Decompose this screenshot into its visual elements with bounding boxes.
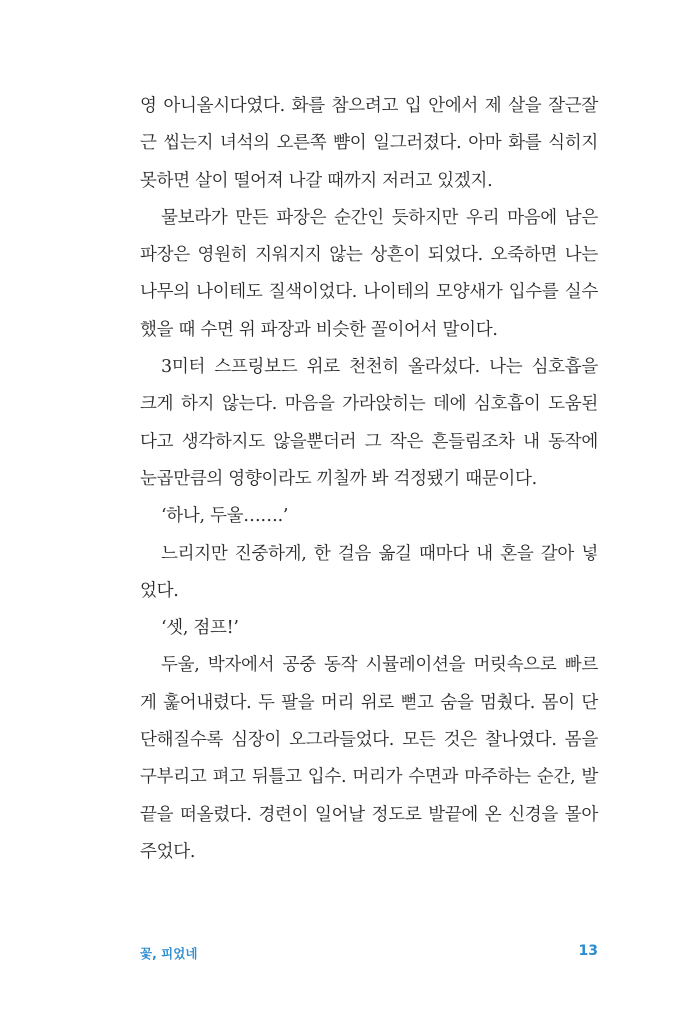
- text-line: 두울, 박자에서 공중 동작 시뮬레이션을 머릿속으로 빠르: [161, 655, 598, 676]
- body-text: [140, 88, 598, 871]
- text-line: 구부리고 펴고 뒤틀고 입수. 머리가 수면과 마주하는 순간, 발: [140, 767, 598, 788]
- text-line: 끝을 떠올렸다. 경련이 일어날 정도로 발끝에 온 신경을 몰아: [140, 804, 598, 825]
- running-footer-title: 꽃, 피었네: [140, 946, 198, 961]
- text-line: 3미터 스프링보드 위로 천천히 올라섰다. 나는 심호흡을: [161, 357, 598, 378]
- text-line: 게 훑어내렸다. 두 팔을 머리 위로 뻗고 숨을 멈췄다. 몸이 단: [140, 692, 598, 713]
- text-line: 물보라가 만든 파장은 순간인 듯하지만 우리 마음에 남은: [161, 207, 598, 228]
- text-line: ‘하나, 두울…….’: [161, 506, 289, 527]
- text-line: 했을 때 수면 위 파장과 비슷한 꼴이어서 말이다.: [140, 319, 498, 340]
- text-line: ‘셋, 점프!’: [161, 618, 239, 639]
- text-line: 근 씹는지 녀석의 오른쪽 뺨이 일그러졌다. 아마 화를 식히지: [140, 133, 598, 154]
- text-line: 못하면 살이 떨어져 나갈 때까지 저러고 있겠지.: [140, 170, 493, 191]
- text-line: 눈곱만큼의 영향이라도 끼칠까 봐 걱정됐기 때문이다.: [140, 468, 537, 489]
- text-line: 단해질수록 심장이 오그라들었다. 모든 것은 찰나였다. 몸을: [140, 730, 598, 751]
- text-line: 파장은 영원히 지워지지 않는 상흔이 되었다. 오죽하면 나는: [140, 245, 598, 266]
- text-line: 나무의 나이테도 질색이었다. 나이테의 모양새가 입수를 실수: [140, 282, 598, 303]
- text-line: 었다.: [140, 580, 179, 601]
- text-line: 주었다.: [140, 841, 196, 862]
- text-line: 크게 하지 않는다. 마음을 가라앉히는 데에 심호흡이 도움된: [140, 394, 598, 415]
- text-line: 영 아니올시다였다. 화를 참으려고 입 안에서 제 살을 잘근잘: [140, 96, 598, 116]
- page-number: 13: [578, 943, 598, 959]
- text-line: 느리지만 진중하게, 한 걸음 옮길 때마다 내 혼을 갈아 넣: [161, 543, 598, 564]
- text-line: 다고 생각하지도 않을뿐더러 그 작은 흔들림조차 내 동작에: [140, 431, 598, 452]
